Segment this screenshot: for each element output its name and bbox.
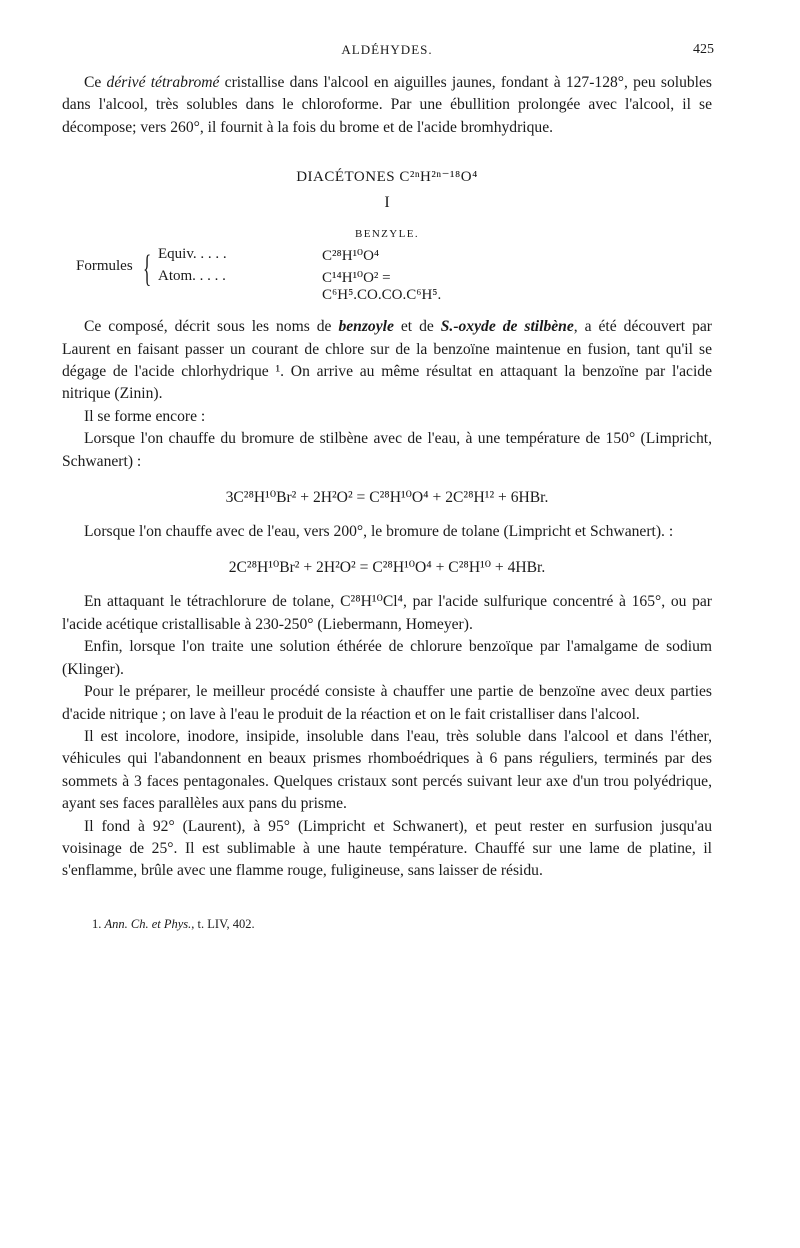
equiv-value: C²⁸H¹⁰O⁴ (322, 248, 380, 265)
footnote: 1. Ann. Ch. et Phys., t. LIV, 402. (92, 916, 255, 931)
intro-italic-term: dérivé tétrabromé (106, 74, 220, 91)
equation-1: 3C²⁸H¹⁰Br² + 2H²O² = C²⁸H¹⁰O⁴ + 2C²⁸H¹² + 6HBr. (225, 489, 549, 507)
brace-glyph: { (143, 248, 152, 291)
paragraph-melting: Il fond à 92° (Laurent), à 95° (Limpricht et Schwanert), et peut rester en surfusion jusqu'au voisinage de 25°. Il est sublimable à une haute température. Chauffé sur une lame de platine, il s'enflamme, brûle avec une flamme rouge, fuligineuse, sans laisser de résidu. (62, 817, 712, 880)
book-page (62, 38, 712, 1218)
formula-atom-row (158, 268, 442, 304)
paragraph-discovery: Ce composé, décrit sous les noms de benzoyle et de S.-oxyde de stilbène, a été découvert par Laurent en faisant passer un courant de chlore sur de la benzoïne maintenue en fusion, tant qu'il se dégage de l'acide chlorhydrique ¹. On arrive au même résultat en attaquant la benzoïne par l'acide nitrique (Zinin). (62, 318, 712, 403)
compound-subheading: BENZYLE. (354, 228, 420, 241)
intro-paragraph: Ce dérivé tétrabromé cristallise dans l'alcool en aiguilles jaunes, fondant à 127-128°, peu solubles dans l'alcool, très solubles dans le chloroforme. Par une ébullition prolongée avec l'alcool, il se décompose; vers 260°, il fournit à la fois du brome et de l'acide bromhydrique. (62, 74, 713, 136)
paragraph-method-2: Lorsque l'on chauffe avec de l'eau, vers 200°, le bromure de tolane (Limpricht et Schwanert). : (84, 523, 674, 541)
section-heading: DIACÉTONES C²ⁿH²ⁿ⁻¹⁸O⁴ (296, 169, 478, 186)
paragraph-properties: Il est incolore, inodore, insipide, insoluble dans l'eau, très soluble dans l'alcool et dans l'éther, véhicules qui l'abandonnent en beaux prismes rhomboédriques à 6 pans réguliers, terminés par des sommets à 3 faces pentagonales. Quelques cristaux sont percés suivant leur axe d'un trou polyédrique, ayant ses faces parallèles aux pans du prisme. (62, 727, 712, 813)
section-roman-numeral: I (384, 194, 390, 212)
atom-label: Atom. . . . . (158, 268, 226, 285)
atom-value: C¹⁴H¹⁰O² = C⁶H⁵.CO.CO.C⁶H⁵. (322, 270, 442, 304)
formulas-label: Formules (76, 258, 133, 275)
equation-2: 2C²⁸H¹⁰Br² + 2H²O² = C²⁸H¹⁰O⁴ + C²⁸H¹⁰ + 4HBr. (228, 559, 546, 577)
equiv-label: Equiv. . . . . (158, 246, 227, 263)
formula-equiv-row (158, 246, 380, 265)
paragraph-preparation: Pour le préparer, le meilleur procédé consiste à chauffer une partie de benzoïne avec deux parties d'acide nitrique ; on lave à l'eau le produit de la réaction et on le fait cristalliser dans l'alcool. (62, 683, 712, 723)
formulas-block (62, 246, 712, 304)
running-head-title: ALDÉHYDES. (341, 42, 433, 57)
paragraph-method-3: En attaquant le tétrachlorure de tolane, C²⁸H¹⁰Cl⁴, par l'acide sulfurique concentré à 165°, ou par l'acide acétique cristallisable à 230-250° (Liebermann, Homeyer). (62, 593, 712, 633)
running-head (62, 38, 712, 62)
paragraph-method-4: Enfin, lorsque l'on traite une solution éthérée de chlorure benzoïque par l'amalgame de sodium (Klinger). (62, 638, 712, 678)
paragraph-method-1: Lorsque l'on chauffe du bromure de stilbène avec de l'eau, à une température de 150° (Limpricht, Schwanert) : (62, 430, 712, 470)
paragraph-formation: Il se forme encore : (84, 407, 206, 425)
page-number: 425 (693, 42, 714, 57)
